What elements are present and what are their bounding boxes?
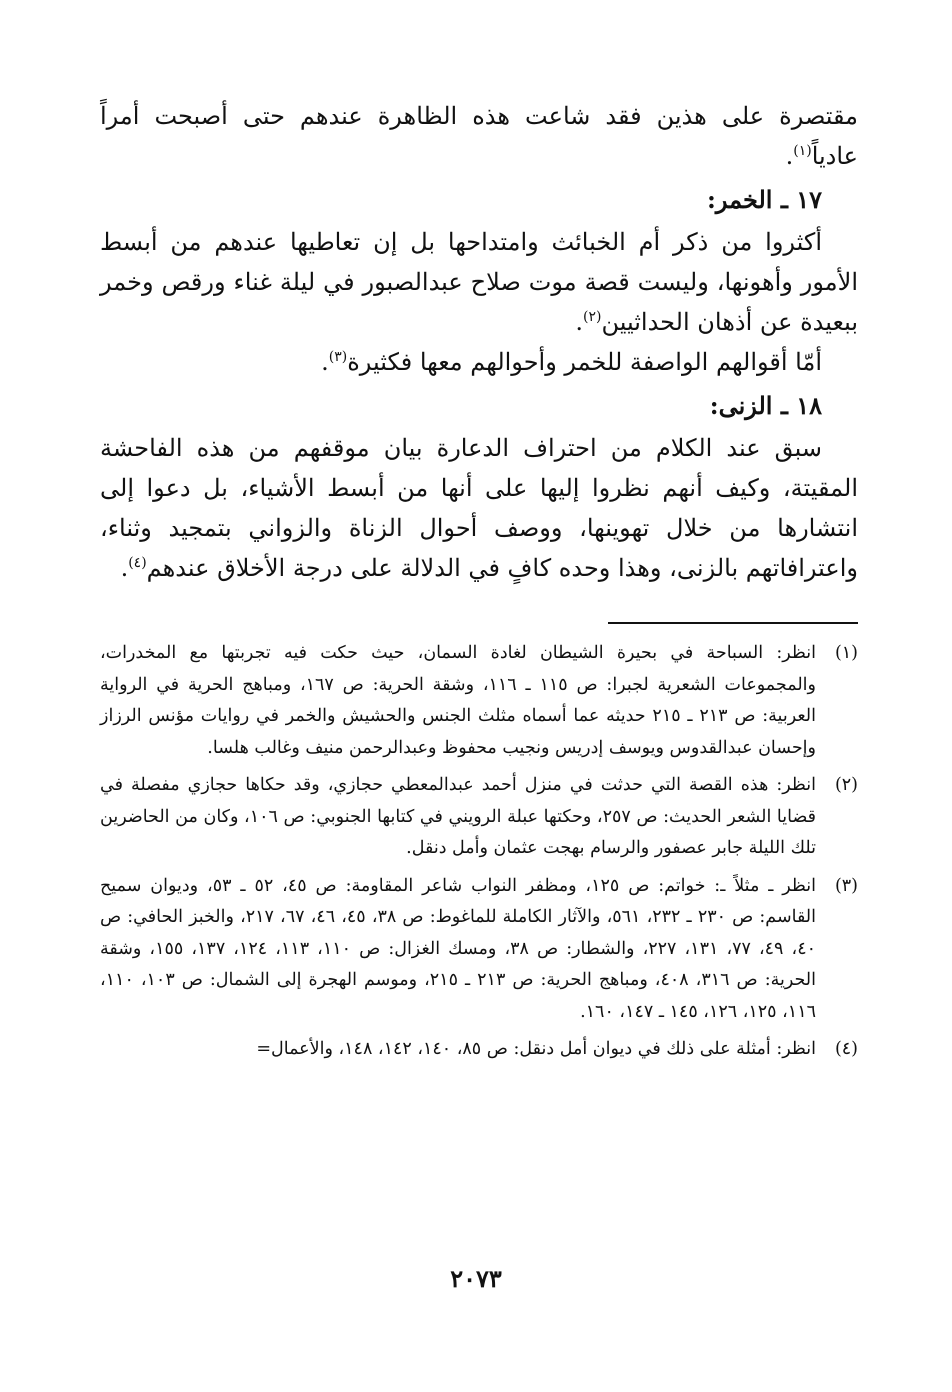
- paragraph-1: مقتصرة على هذين فقد شاعت هذه الظاهرة عندهم حتى أصبحت أمراً عادياً$^{(١)}$.: [100, 102, 858, 170]
- footnote-ref-1: (١): [793, 143, 812, 159]
- footnote-text: انظر: السباحة في بحيرة الشيطان لغادة السمان، حيث حكت فيه تجربتها مع المخدرات، والمجموعات الشعرية لجبرا: ص ١١٥ ـ ١١٦، وشقة الحرية: ص ١٦٧، ومباهج الحرية في الرواية العربية: ص ٢١٣ ـ ٢١٥ حديثه عما أسماه مثلث الجنس والحشيش والخمر في روايات مؤنس الرزاز وإحسان عبدالقدوس ويوسف إدريس ونجيب محفوظ وعبدالرحمن منيف وغالب هلسا.: [100, 643, 816, 758]
- paragraph-2: أكثروا من ذكر أم الخبائث وامتداحها بل إن تعاطيها عندهم من أبسط الأمور وأهونها، وليست قصة موت صلاح عبدالصبور في ليلة غناء ورقص وخمر ببعيدة عن أذهان الحداثيين$^{(٢)}$.: [100, 228, 858, 336]
- heading-18-adultery: ١٨ ـ الزنى:: [709, 391, 822, 420]
- footnote-ref-4: (٤): [128, 555, 147, 571]
- footnote-text: انظر ـ مثلاً ـ: خواتم: ص ١٢٥، ومظفر النواب شاعر المقاومة: ص ٤٥، ٥٢ ـ ٥٣، وديوان سميح القاسم: ص ٢٣٠ ـ ٢٣٢، ٥٦١، والآثار الكاملة للماغوط: ص ٣٨، ٤٥، ٤٦، ٦٧، ٢١٧، والخبز الحافي: ص ٤٠، ٤٩، ٧٧، ١٣١، ٢٢٧، والشطار: ص ٣٨، ومسك الغزال: ص ١١٠، ١١٣، ١٢٤، ١٣٧، ١٥٥، وشقة الحرية: ص ٣١٦، ٤٠٨، ومباهج الحرية: ص ٢١٣ ـ ٢١٥، وموسم الهجرة إلى الشمال: ص ١٠٣، ١١٠، ١١٦، ١٢٥، ١٢٦، ١٤٥ ـ ١٤٧، ١٦٠.: [100, 875, 817, 1022]
- footnote-number: (٢): [834, 775, 858, 795]
- footnote-text: انظر: هذه القصة التي حدثت في منزل أحمد عبدالمعطي حجازي، وقد حكاها حجازي مفصلة في قضايا الشعر الحديث: ص ٢٥٧، وحكتها عبلة الرويني في كتابها الجنوبي: ص ١٠٦، وكان من الحاضرين تلك الليلة جابر عصفور والرسام بهجت عثمان وأمل دنقل.: [100, 775, 817, 858]
- heading-17-wine: ١٧ ـ الخمر:: [707, 185, 822, 214]
- footnote-4: [100, 1034, 858, 1066]
- paragraph-3: أمّا أقوالهم الواصفة للخمر وأحوالهم معها فكثيرة$^{(٣)}$.: [321, 348, 822, 376]
- footnote-ref-2: (٢): [583, 309, 602, 325]
- footnote-number: (٣): [834, 875, 858, 896]
- paragraph-4: سبق عند الكلام من احتراف الدعارة بيان موقفهم من هذه الفاحشة المقيتة، وكيف أنهم نظروا إليها على أنها من أبسط الأشياء، بل دعوا إلى انتشارها من خلال تهوينها، ووصف أحوال الزناة والزواني بتمجيد وثناء، واعترافاتهم بالزنى، وهذا وحده كافٍ في الدلالة على درجة الأخلاق عندهم$^{(٤)}$.: [100, 434, 858, 582]
- footnote-2: [100, 770, 858, 865]
- page-number: ٢٠٧٣: [450, 1264, 502, 1293]
- main-text: [100, 96, 858, 588]
- page-content: [100, 96, 858, 1072]
- footnotes: [100, 638, 858, 1066]
- footnote-number: (٤): [834, 1039, 858, 1059]
- footnote-separator: [608, 622, 858, 624]
- footnote-ref-3: (٣): [328, 349, 348, 365]
- footnote-3: [100, 871, 858, 1029]
- footnote-number: (١): [834, 643, 858, 663]
- footnote-1: [100, 638, 858, 764]
- footnote-text: انظر: أمثلة على ذلك في ديوان أمل دنقل: ص ٨٥، ١٤٠، ١٤٢، ١٤٨، والأعمال=: [256, 1039, 816, 1059]
